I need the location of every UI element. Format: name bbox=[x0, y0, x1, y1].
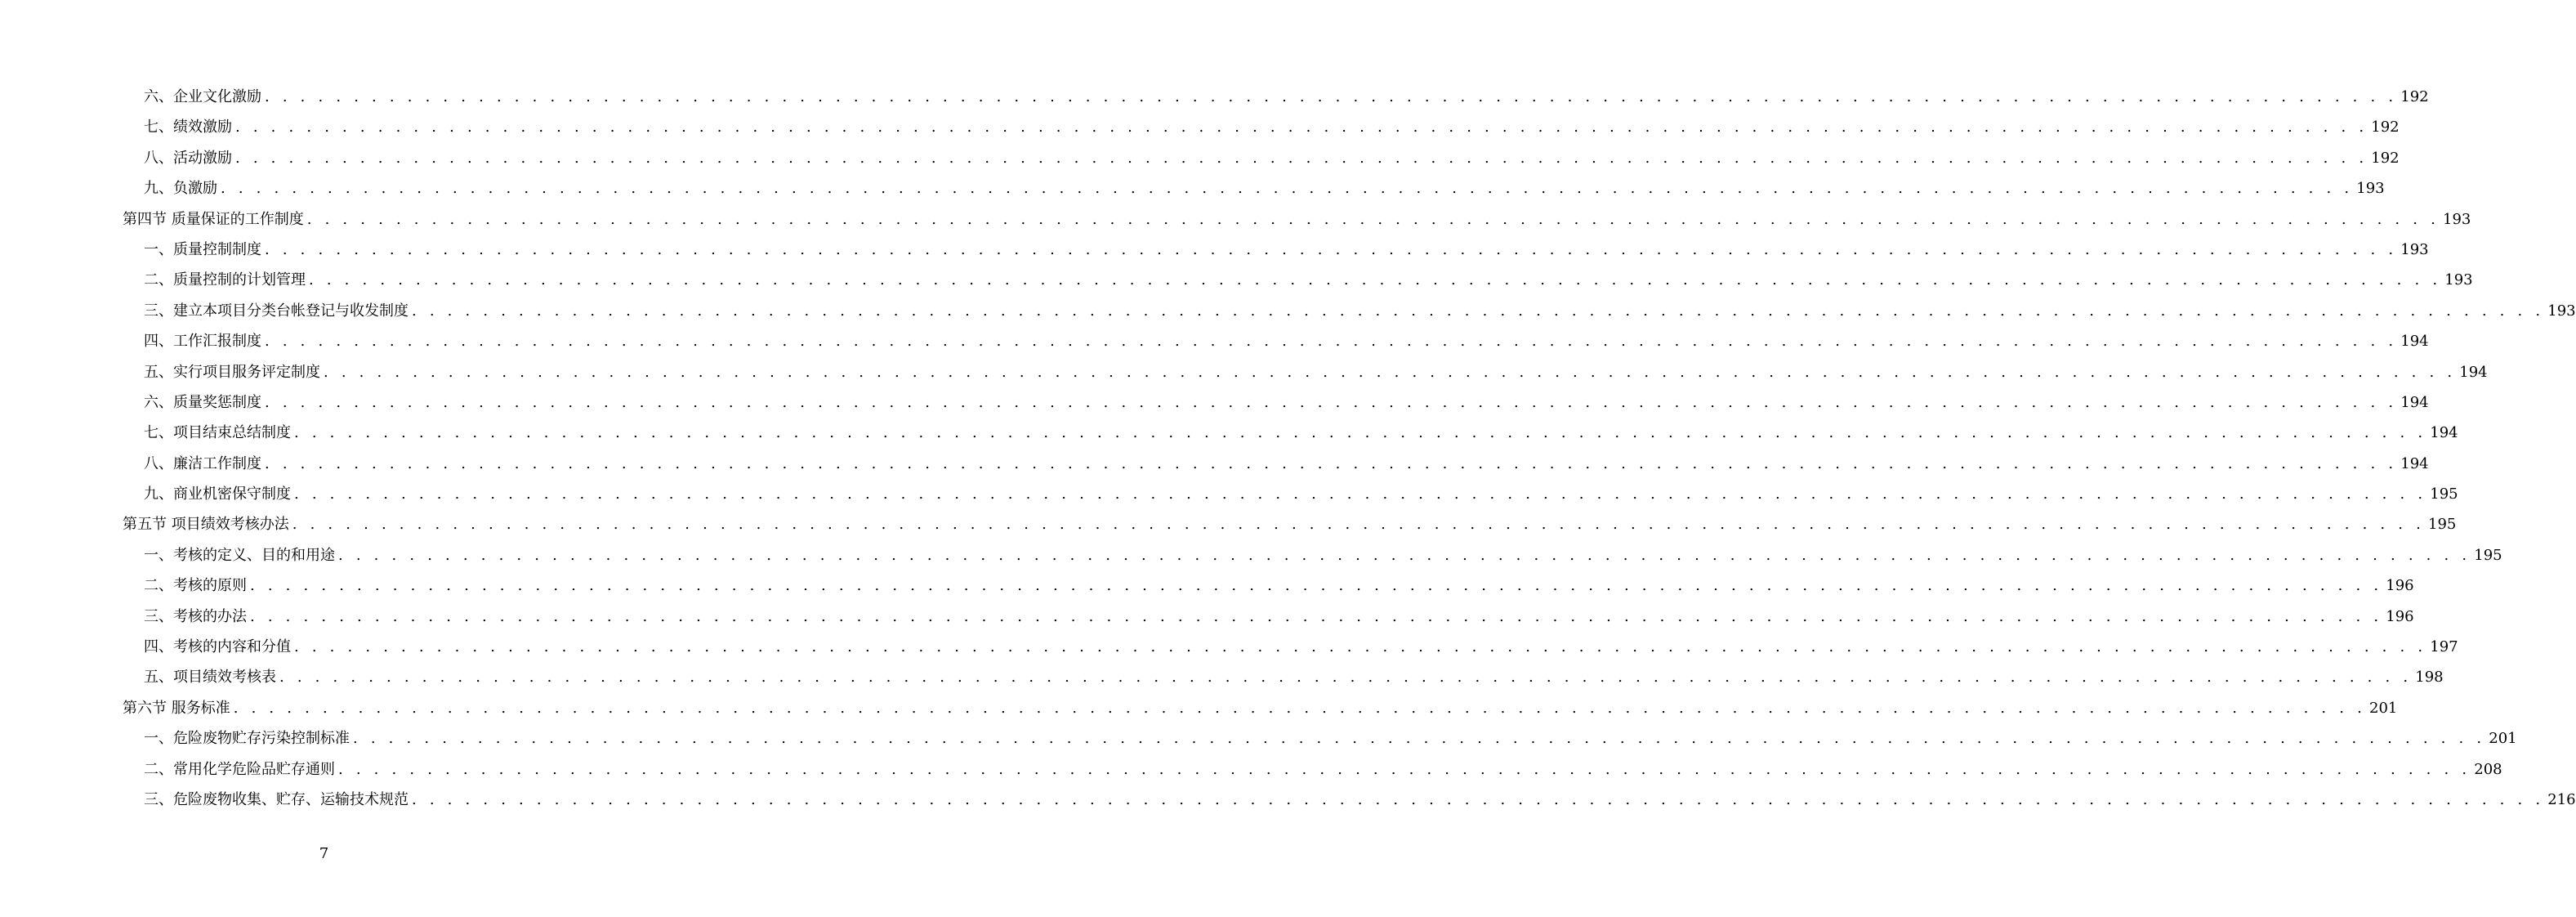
toc-entry-page: 193 bbox=[2356, 180, 2385, 198]
toc-entry[interactable] bbox=[123, 785, 2576, 815]
toc-entry[interactable] bbox=[123, 173, 2385, 204]
toc-entry-page: 194 bbox=[2430, 424, 2458, 442]
toc-entry-title: 一、考核的定义、目的和用途 bbox=[144, 546, 335, 564]
toc-entry-page: 192 bbox=[2371, 149, 2400, 167]
dot-leader: . . . . . . . . . . . . . . . . . . . . . . . . . . . . . . . . . . . . . . . . . . . . . . . . . . . . . . . . . . . . . . . . . . . . . . . . . . . . . . . . . . . . . . . . . . . . . . . . . . . . . . . . . . . . . . . . . . . . . . . . bbox=[338, 760, 2471, 778]
dot-leader: . . . . . . . . . . . . . . . . . . . . . . . . . . . . . . . . . . . . . . . . . . . . . . . . . . . . . . . . . . . . . . . . . . . . . . . . . . . . . . . . . . . . . . . . . . . . . . . . . . . . . . . . . . . . . . . . . . . . . . . . bbox=[324, 363, 2457, 381]
toc-entry[interactable] bbox=[123, 540, 2502, 570]
toc-entry-title: 八、廉洁工作制度 bbox=[144, 454, 261, 472]
toc-entry-page: 193 bbox=[2444, 271, 2473, 289]
toc-entry-title: 二、考核的原则 bbox=[144, 577, 247, 595]
dot-leader: . . . . . . . . . . . . . . . . . . . . . . . . . . . . . . . . . . . . . . . . . . . . . . . . . . . . . . . . . . . . . . . . . . . . . . . . . . . . . . . . . . . . . . . . . . . . . . . . . . . . . . . . . . . . . . . . . . . . . . . . bbox=[221, 180, 2354, 198]
toc-section-entry[interactable] bbox=[123, 509, 2457, 539]
toc-entry-page: 193 bbox=[2443, 210, 2471, 228]
toc-entry-title: 四、工作汇报制度 bbox=[144, 333, 261, 351]
dot-leader: . . . . . . . . . . . . . . . . . . . . . . . . . . . . . . . . . . . . . . . . . . . . . . . . . . . . . . . . . . . . . . . . . . . . . . . . . . . . . . . . . . . . . . . . . . . . . . . . . . . . . . . . . . . . . . . . . . . . . . . . bbox=[250, 607, 2383, 625]
dot-leader: . . . . . . . . . . . . . . . . . . . . . . . . . . . . . . . . . . . . . . . . . . . . . . . . . . . . . . . . . . . . . . . . . . . . . . . . . . . . . . . . . . . . . . . . . . . . . . . . . . . . . . . . . . . . . . . . . . . . . . . . bbox=[250, 577, 2383, 595]
toc-entry-page: 195 bbox=[2430, 485, 2458, 503]
toc-entry-page: 201 bbox=[2369, 699, 2398, 717]
toc-entry-title: 七、项目结束总结制度 bbox=[144, 424, 291, 442]
toc-entry[interactable] bbox=[123, 357, 2488, 387]
toc-entry-page: 192 bbox=[2400, 87, 2429, 105]
toc-entry[interactable] bbox=[123, 632, 2458, 662]
dot-leader: . . . . . . . . . . . . . . . . . . . . . . . . . . . . . . . . . . . . . . . . . . . . . . . . . . . . . . . . . . . . . . . . . . . . . . . . . . . . . . . . . . . . . . . . . . . . . . . . . . . . . . . . . . . . . . . . . . . . . . . . bbox=[292, 516, 2426, 534]
dot-leader: . . . . . . . . . . . . . . . . . . . . . . . . . . . . . . . . . . . . . . . . . . . . . . . . . . . . . . . . . . . . . . . . . . . . . . . . . . . . . . . . . . . . . . . . . . . . . . . . . . . . . . . . . . . . . . . . . . . . . . . . bbox=[265, 454, 2398, 472]
dot-leader: . . . . . . . . . . . . . . . . . . . . . . . . . . . . . . . . . . . . . . . . . . . . . . . . . . . . . . . . . . . . . . . . . . . . . . . . . . . . . . . . . . . . . . . . . . . . . . . . . . . . . . . . . . . . . . . . . . . . . . . . bbox=[306, 210, 2440, 228]
dot-leader: . . . . . . . . . . . . . . . . . . . . . . . . . . . . . . . . . . . . . . . . . . . . . . . . . . . . . . . . . . . . . . . . . . . . . . . . . . . . . . . . . . . . . . . . . . . . . . . . . . . . . . . . . . . . . . . . . . . . . . . . bbox=[279, 669, 2413, 687]
toc-entry[interactable] bbox=[123, 570, 2414, 601]
toc-entry-title: 四、考核的内容和分值 bbox=[144, 638, 291, 656]
dot-leader: . . . . . . . . . . . . . . . . . . . . . . . . . . . . . . . . . . . . . . . . . . . . . . . . . . . . . . . . . . . . . . . . . . . . . . . . . . . . . . . . . . . . . . . . . . . . . . . . . . . . . . . . . . . . . . . . . . . . . . . . bbox=[412, 302, 2545, 320]
toc-entry-title: 八、活动激励 bbox=[144, 149, 232, 167]
toc-entry[interactable] bbox=[123, 296, 2576, 326]
toc-entry-page: 193 bbox=[2547, 302, 2576, 320]
dot-leader: . . . . . . . . . . . . . . . . . . . . . . . . . . . . . . . . . . . . . . . . . . . . . . . . . . . . . . . . . . . . . . . . . . . . . . . . . . . . . . . . . . . . . . . . . . . . . . . . . . . . . . . . . . . . . . . . . . . . . . . . bbox=[353, 730, 2486, 748]
toc-entry-page: 197 bbox=[2430, 638, 2458, 656]
toc-entry-title: 第五节 项目绩效考核办法 bbox=[123, 516, 289, 534]
toc-entry[interactable] bbox=[123, 754, 2502, 785]
toc-entry-title: 三、危险废物收集、贮存、运输技术规范 bbox=[144, 790, 408, 808]
toc-entry-page: 195 bbox=[2474, 546, 2502, 564]
toc-entry[interactable] bbox=[123, 82, 2429, 112]
toc-entry-page: 208 bbox=[2474, 760, 2502, 778]
toc-entry-title: 第四节 质量保证的工作制度 bbox=[123, 210, 304, 228]
toc-entry-title: 五、实行项目服务评定制度 bbox=[144, 363, 320, 381]
toc-entry[interactable] bbox=[123, 479, 2458, 509]
table-of-contents bbox=[123, 82, 2576, 815]
toc-entry[interactable] bbox=[123, 723, 2517, 754]
toc-entry-title: 第六节 服务标准 bbox=[123, 699, 230, 717]
toc-entry[interactable] bbox=[123, 387, 2429, 418]
dot-leader: . . . . . . . . . . . . . . . . . . . . . . . . . . . . . . . . . . . . . . . . . . . . . . . . . . . . . . . . . . . . . . . . . . . . . . . . . . . . . . . . . . . . . . . . . . . . . . . . . . . . . . . . . . . . . . . . . . . . . . . . bbox=[235, 119, 2368, 136]
toc-entry-page: 193 bbox=[2400, 240, 2429, 258]
toc-entry-page: 194 bbox=[2459, 363, 2488, 381]
page-number: 7 bbox=[319, 845, 329, 862]
toc-entry-title: 五、项目绩效考核表 bbox=[144, 669, 276, 687]
toc-entry-title: 二、质量控制的计划管理 bbox=[144, 271, 306, 289]
dot-leader: . . . . . . . . . . . . . . . . . . . . . . . . . . . . . . . . . . . . . . . . . . . . . . . . . . . . . . . . . . . . . . . . . . . . . . . . . . . . . . . . . . . . . . . . . . . . . . . . . . . . . . . . . . . . . . . . . . . . . . . . bbox=[265, 240, 2398, 258]
toc-entry[interactable] bbox=[123, 602, 2414, 632]
toc-entry[interactable] bbox=[123, 143, 2400, 173]
toc-entry-title: 六、质量奖惩制度 bbox=[144, 393, 261, 411]
toc-entry-page: 194 bbox=[2400, 393, 2429, 411]
toc-entry-title: 九、商业机密保守制度 bbox=[144, 485, 291, 503]
dot-leader: . . . . . . . . . . . . . . . . . . . . . . . . . . . . . . . . . . . . . . . . . . . . . . . . . . . . . . . . . . . . . . . . . . . . . . . . . . . . . . . . . . . . . . . . . . . . . . . . . . . . . . . . . . . . . . . . . . . . . . . . bbox=[265, 333, 2398, 351]
toc-entry-title: 一、质量控制制度 bbox=[144, 240, 261, 258]
toc-entry-title: 三、考核的办法 bbox=[144, 607, 247, 625]
toc-entry-page: 198 bbox=[2415, 669, 2444, 687]
toc-entry-title: 三、建立本项目分类台帐登记与收发制度 bbox=[144, 302, 408, 320]
dot-leader: . . . . . . . . . . . . . . . . . . . . . . . . . . . . . . . . . . . . . . . . . . . . . . . . . . . . . . . . . . . . . . . . . . . . . . . . . . . . . . . . . . . . . . . . . . . . . . . . . . . . . . . . . . . . . . . . . . . . . . . . bbox=[309, 271, 2442, 289]
dot-leader: . . . . . . . . . . . . . . . . . . . . . . . . . . . . . . . . . . . . . . . . . . . . . . . . . . . . . . . . . . . . . . . . . . . . . . . . . . . . . . . . . . . . . . . . . . . . . . . . . . . . . . . . . . . . . . . . . . . . . . . . bbox=[294, 485, 2427, 503]
dot-leader: . . . . . . . . . . . . . . . . . . . . . . . . . . . . . . . . . . . . . . . . . . . . . . . . . . . . . . . . . . . . . . . . . . . . . . . . . . . . . . . . . . . . . . . . . . . . . . . . . . . . . . . . . . . . . . . . . . . . . . . . bbox=[235, 149, 2368, 167]
toc-entry-page: 196 bbox=[2386, 577, 2414, 595]
toc-entry-page: 194 bbox=[2400, 454, 2429, 472]
dot-leader: . . . . . . . . . . . . . . . . . . . . . . . . . . . . . . . . . . . . . . . . . . . . . . . . . . . . . . . . . . . . . . . . . . . . . . . . . . . . . . . . . . . . . . . . . . . . . . . . . . . . . . . . . . . . . . . . . . . . . . . . bbox=[412, 790, 2545, 808]
dot-leader: . . . . . . . . . . . . . . . . . . . . . . . . . . . . . . . . . . . . . . . . . . . . . . . . . . . . . . . . . . . . . . . . . . . . . . . . . . . . . . . . . . . . . . . . . . . . . . . . . . . . . . . . . . . . . . . . . . . . . . . . bbox=[294, 424, 2427, 442]
toc-entry-title: 一、危险废物贮存污染控制标准 bbox=[144, 730, 350, 748]
dot-leader: . . . . . . . . . . . . . . . . . . . . . . . . . . . . . . . . . . . . . . . . . . . . . . . . . . . . . . . . . . . . . . . . . . . . . . . . . . . . . . . . . . . . . . . . . . . . . . . . . . . . . . . . . . . . . . . . . . . . . . . . bbox=[294, 638, 2427, 656]
toc-entry[interactable] bbox=[123, 265, 2473, 295]
toc-entry[interactable] bbox=[123, 112, 2400, 142]
toc-entry-title: 二、常用化学危险品贮存通则 bbox=[144, 760, 335, 778]
toc-entry[interactable] bbox=[123, 418, 2458, 448]
dot-leader: . . . . . . . . . . . . . . . . . . . . . . . . . . . . . . . . . . . . . . . . . . . . . . . . . . . . . . . . . . . . . . . . . . . . . . . . . . . . . . . . . . . . . . . . . . . . . . . . . . . . . . . . . . . . . . . . . . . . . . . . bbox=[233, 699, 2367, 717]
toc-entry-title: 九、负激励 bbox=[144, 180, 217, 198]
toc-entry-page: 196 bbox=[2386, 607, 2414, 625]
dot-leader: . . . . . . . . . . . . . . . . . . . . . . . . . . . . . . . . . . . . . . . . . . . . . . . . . . . . . . . . . . . . . . . . . . . . . . . . . . . . . . . . . . . . . . . . . . . . . . . . . . . . . . . . . . . . . . . . . . . . . . . . bbox=[338, 546, 2471, 564]
dot-leader: . . . . . . . . . . . . . . . . . . . . . . . . . . . . . . . . . . . . . . . . . . . . . . . . . . . . . . . . . . . . . . . . . . . . . . . . . . . . . . . . . . . . . . . . . . . . . . . . . . . . . . . . . . . . . . . . . . . . . . . . bbox=[265, 393, 2398, 411]
toc-entry[interactable] bbox=[123, 449, 2429, 479]
dot-leader: . . . . . . . . . . . . . . . . . . . . . . . . . . . . . . . . . . . . . . . . . . . . . . . . . . . . . . . . . . . . . . . . . . . . . . . . . . . . . . . . . . . . . . . . . . . . . . . . . . . . . . . . . . . . . . . . . . . . . . . . bbox=[265, 87, 2398, 105]
toc-entry-page: 216 bbox=[2547, 790, 2576, 808]
toc-entry-page: 194 bbox=[2400, 333, 2429, 351]
toc-entry-page: 195 bbox=[2428, 516, 2457, 534]
toc-section-entry[interactable] bbox=[123, 693, 2398, 723]
toc-entry-title: 六、企业文化激励 bbox=[144, 87, 261, 105]
toc-entry-page: 192 bbox=[2371, 119, 2400, 136]
toc-entry[interactable] bbox=[123, 326, 2429, 356]
toc-entry[interactable] bbox=[123, 662, 2444, 692]
toc-section-entry[interactable] bbox=[123, 204, 2471, 235]
toc-entry[interactable] bbox=[123, 235, 2429, 265]
toc-entry-title: 七、绩效激励 bbox=[144, 119, 232, 136]
toc-entry-page: 201 bbox=[2489, 730, 2517, 748]
